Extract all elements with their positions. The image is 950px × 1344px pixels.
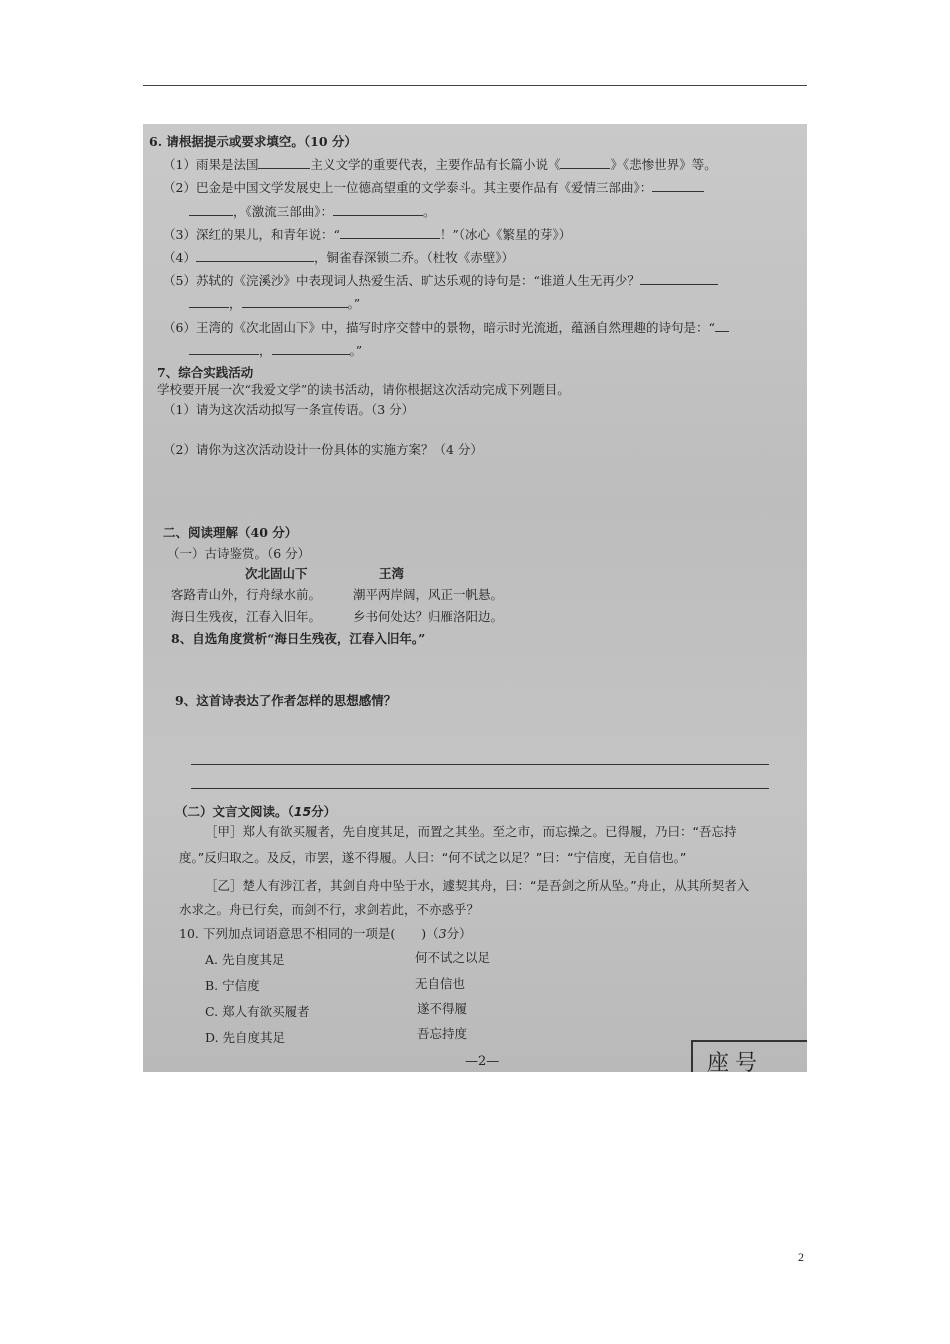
q6-item-2 xyxy=(163,178,704,196)
page-number: 2 xyxy=(798,1250,804,1264)
blank[interactable] xyxy=(189,343,259,355)
poem-line-1b: 潮平两岸阔，风正一帆悬。 xyxy=(353,587,504,602)
blank[interactable] xyxy=(189,296,229,308)
q6-item-4-text-b: ，铜雀春深锁二乔。（杜牧《赤壁》） xyxy=(313,250,514,265)
blank[interactable] xyxy=(715,320,729,332)
q6-item-5 xyxy=(163,271,718,289)
q6-item-1-text-b: 主义文学的重要代表，主要作品有长篇小说《 xyxy=(310,157,561,172)
part2-sub2-text-a: （二）文言文阅读。（ xyxy=(175,804,294,819)
q6-item-1 xyxy=(163,155,717,173)
q6-item-5-text-c: 。” xyxy=(347,296,361,311)
q6-item-3-text-a: （3）深红的果儿，和青年说：“ xyxy=(163,227,340,242)
q7-intro: 学校要开展一次“我爱文学”的读书活动，请你根据这次活动完成下列题目。 xyxy=(157,382,570,397)
seat-number-box: 座号 xyxy=(691,1040,807,1072)
option-b-right: 无自信也 xyxy=(415,976,466,991)
passage-jia-line-2: 度。”反归取之。及反，市罢，遂不得履。人曰：“何不试之以足？”曰：“宁信度，无自信也。” xyxy=(179,850,687,865)
blank[interactable] xyxy=(189,204,233,216)
q6-item-1-text-a: （1）雨果是法国 xyxy=(163,157,259,172)
q6-item-3-text-b: ！”（冰心《繁星的芽》） xyxy=(439,227,572,242)
answer-line[interactable] xyxy=(191,788,769,789)
passage-yi-line-2: 水求之。舟已行矣，而剑不行，求剑若此，不亦惑乎？ xyxy=(179,902,480,917)
blank[interactable] xyxy=(640,273,718,285)
scanned-exam-page xyxy=(143,124,807,1072)
q9: 9、这首诗表达了作者怎样的思想感情？ xyxy=(175,693,397,708)
poem-line-2b: 乡书何处达？归雁洛阳边。 xyxy=(353,609,504,624)
q6-title: 6. 请根据提示或要求填空。（10 分） xyxy=(149,134,357,149)
poem-line-2a: 海日生残夜，江春入旧年。 xyxy=(171,609,322,624)
option-c-right: 遂不得履 xyxy=(417,1001,468,1016)
q10 xyxy=(179,924,472,942)
q6-item-2-text-b: ，《激流三部曲》： xyxy=(233,204,334,219)
scan-page-mark: —2— xyxy=(465,1054,500,1069)
passage-jia-line-1: ［甲］郑人有欲买履者，先自度其足，而置之其坐。至之市，而忘操之。已得履，乃曰：“吾忘持 xyxy=(205,824,737,839)
blank[interactable] xyxy=(196,250,314,262)
option-b-left[interactable]: B. 宁信度 xyxy=(205,978,260,993)
blank[interactable] xyxy=(272,343,350,355)
blank[interactable] xyxy=(258,157,310,169)
q6-item-6-text-a: （6）王湾的《次北固山下》中，描写时序交替中的景物，暗示时光流逝，蕴涵自然理趣的诗句是：“ xyxy=(163,320,715,335)
q6-item-2-text-c: 。 xyxy=(423,204,436,219)
passage-yi-line-1: ［乙］楚人有涉江者，其剑自舟中坠于水，遽契其舟，曰：“是吾剑之所从坠。”舟止，从其所契者入 xyxy=(205,878,750,893)
q8: 8、自选角度赏析“海日生残夜，江春入旧年。” xyxy=(171,631,426,646)
blank[interactable] xyxy=(333,204,423,216)
option-d-left[interactable]: D. 先自度其足 xyxy=(205,1030,286,1045)
q6-item-1-text-c: 》《悲惨世界》等。 xyxy=(610,157,717,172)
poem-title: 次北固山下 xyxy=(245,566,308,581)
blank[interactable] xyxy=(242,296,348,308)
q6-item-2-cont xyxy=(189,202,436,220)
answer-line[interactable] xyxy=(191,764,769,765)
q6-item-5-text-b: ， xyxy=(229,296,242,311)
q6-item-5-text-a: （5）苏轼的《浣溪沙》中表现词人热爱生活、旷达乐观的诗句是：“谁道人生无再少？ xyxy=(163,273,640,288)
handwritten-score: 3 xyxy=(438,926,447,941)
part2-sub2 xyxy=(175,802,336,820)
q6-item-2-text-a: （2）巴金是中国文学发展史上一位德高望重的文学泰斗。其主要作品有《爱情三部曲》： xyxy=(163,180,653,195)
part2-sub1: （一）古诗鉴赏。（6 分） xyxy=(167,546,311,561)
q7-prompt-1: （1）请为这次活动拟写一条宣传语。（3 分） xyxy=(163,402,415,417)
q7-title: 7、综合实践活动 xyxy=(157,365,254,380)
q10-text-c: 分） xyxy=(446,926,472,941)
header-rule xyxy=(143,85,807,86)
part2-title: 二、阅读理解（40 分） xyxy=(163,525,298,540)
blank[interactable] xyxy=(560,157,610,169)
option-d-right: 吾忘持度 xyxy=(417,1026,468,1041)
q6-item-6-text-b: ， xyxy=(259,343,272,358)
option-c-left[interactable]: C. 郑人有欲买履者 xyxy=(205,1004,310,1019)
q6-item-4-text-a: （4） xyxy=(163,250,196,265)
q10-text-b: )（ xyxy=(421,926,439,941)
poem-author: 王湾 xyxy=(379,566,405,581)
q6-item-6-cont xyxy=(189,341,362,359)
q6-item-3 xyxy=(163,225,571,243)
option-a-left[interactable]: A. 先自度其足 xyxy=(205,952,285,967)
q6-item-4 xyxy=(163,248,514,266)
q6-item-5-cont xyxy=(189,294,360,312)
poem-line-1a: 客路青山外，行舟绿水前。 xyxy=(171,587,322,602)
q6-item-6-text-c: 。” xyxy=(349,343,363,358)
option-a-right: 何不试之以足 xyxy=(415,950,491,965)
blank[interactable] xyxy=(652,180,704,192)
q6-item-6 xyxy=(163,318,729,336)
q7-prompt-2: （2）请你为这次活动设计一份具体的实施方案？（4 分） xyxy=(163,442,483,457)
part2-sub2-text-b: 分） xyxy=(311,804,337,819)
handwritten-score: 15 xyxy=(293,804,312,819)
blank[interactable] xyxy=(340,227,440,239)
q10-text-a: 10. 下列加点词语意思不相同的一项是( xyxy=(179,926,396,941)
